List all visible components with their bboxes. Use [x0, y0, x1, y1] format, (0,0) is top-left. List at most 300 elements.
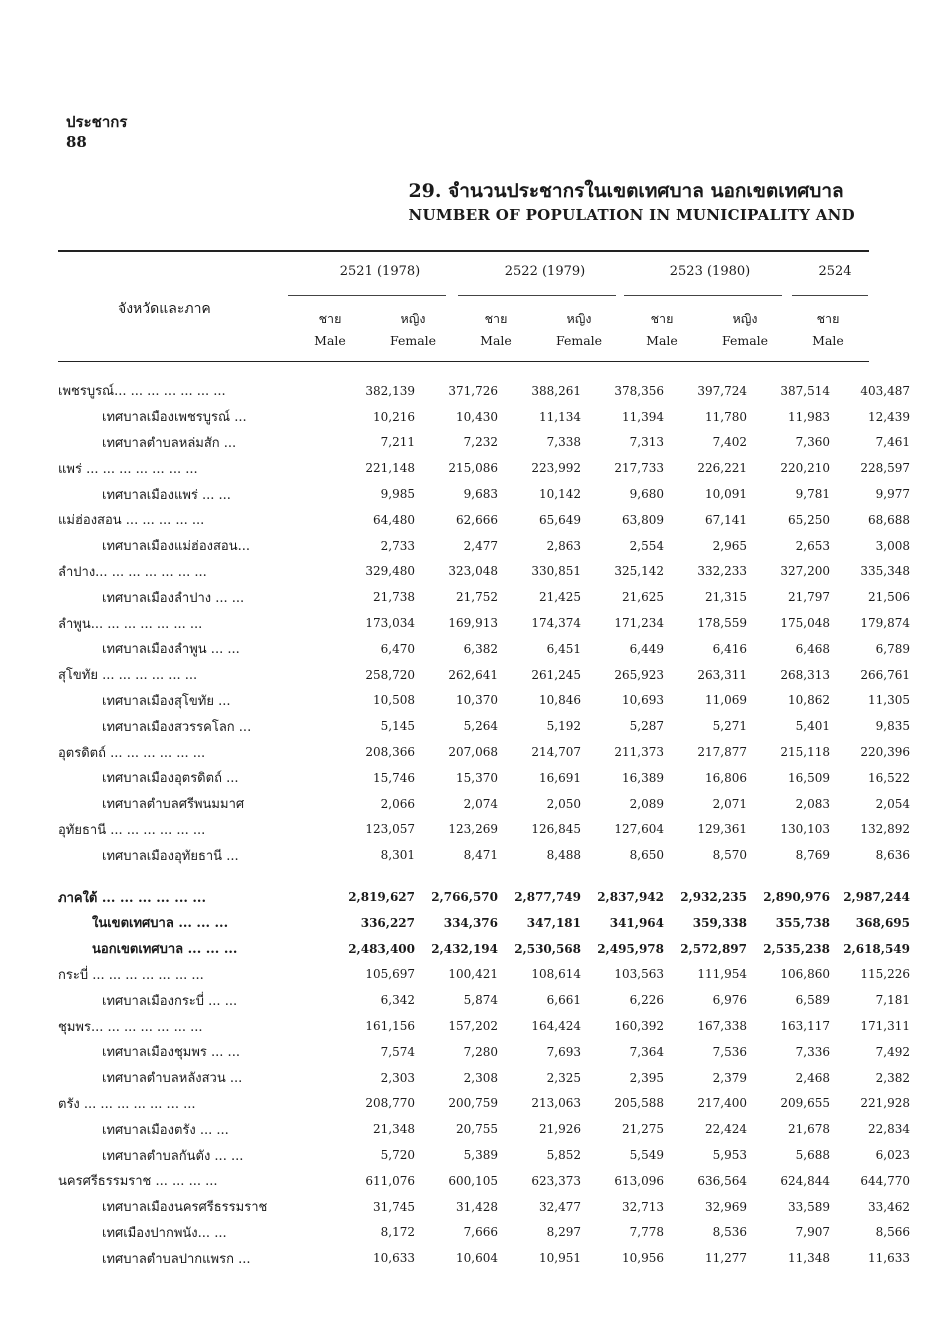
cell-value: 2,066: [380, 796, 415, 811]
row-label: เทศบาลเมืองลำพูน ... ...: [102, 642, 240, 658]
cell-value: 33,462: [868, 1199, 910, 1214]
cell-value: 123,269: [448, 822, 498, 837]
year-rule-2521: [288, 295, 446, 296]
cell-value: 7,666: [463, 1225, 498, 1240]
cell-value: 8,769: [795, 848, 830, 863]
cell-value: 16,806: [705, 770, 747, 785]
cell-value: 215,086: [448, 461, 498, 476]
cell-value: 217,877: [697, 745, 747, 760]
cell-value: 9,985: [380, 487, 415, 502]
cell-value: 2,733: [380, 538, 415, 553]
section-name: ประชากร: [66, 113, 128, 131]
cell-value: 228,597: [860, 461, 910, 476]
col-female-2521: หญิง Female: [389, 311, 437, 348]
cell-value: 2,308: [463, 1070, 498, 1085]
cell-value: 164,424: [531, 1019, 581, 1034]
table-row: [58, 791, 910, 817]
year-2524: 2524: [818, 264, 852, 279]
cell-value: 6,589: [795, 993, 830, 1008]
year-2523: 2523 (1980): [669, 264, 751, 279]
cell-value: [415, 868, 498, 884]
cell-value: 21,315: [705, 590, 747, 605]
cell-value: 205,588: [614, 1096, 664, 1111]
row-label: เทศบาลเมืองสุโขทัย ...: [102, 693, 231, 709]
cell-value: 6,382: [463, 641, 498, 656]
cell-value: 2,837,942: [597, 890, 664, 905]
cell-value: 5,271: [712, 719, 747, 734]
cell-value: 2,054: [875, 796, 910, 811]
table-row: [58, 1013, 910, 1039]
cell-value: 2,382: [875, 1070, 910, 1085]
cell-value: 2,965: [712, 538, 747, 553]
cell-value: 10,951: [539, 1251, 581, 1266]
cell-value: 7,232: [463, 435, 498, 450]
cell-value: 347,181: [526, 915, 581, 930]
row-label: สุโขทัย ... ... ... ... ... ...: [58, 668, 198, 684]
cell-value: [747, 868, 830, 884]
cell-value: 2,089: [629, 796, 664, 811]
cell-value: 127,604: [614, 822, 664, 837]
cell-value: 160,392: [614, 1019, 664, 1034]
cell-value: 2,379: [712, 1070, 747, 1085]
cell-value: 174,374: [531, 616, 581, 631]
cell-value: 21,506: [868, 590, 910, 605]
cell-value: 341,964: [609, 915, 664, 930]
cell-value: 31,428: [456, 1199, 498, 1214]
cell-value: 65,649: [539, 512, 581, 527]
cell-value: 6,470: [380, 641, 415, 656]
cell-value: 2,819,627: [348, 890, 415, 905]
table-row: [58, 936, 910, 962]
cell-value: 403,487: [860, 383, 910, 398]
cell-value: 208,366: [365, 745, 415, 760]
row-label: กระบี่ ... ... ... ... ... ... ...: [58, 967, 204, 983]
table-row: [58, 1168, 910, 1194]
cell-value: 11,633: [868, 1251, 910, 1266]
cell-value: 11,134: [539, 409, 581, 424]
cell-value: 105,697: [365, 967, 415, 982]
row-label: เทศบาลเมืองชุมพร ... ...: [102, 1045, 240, 1061]
cell-value: 10,633: [373, 1251, 415, 1266]
cell-value: 209,655: [780, 1096, 830, 1111]
row-label: เทศบาลตำบลศรีพนมมาศ: [102, 797, 245, 813]
cell-value: 6,451: [546, 641, 581, 656]
cell-value: 31,745: [373, 1199, 415, 1214]
cell-value: 371,726: [448, 383, 498, 398]
cell-value: 266,761: [860, 667, 910, 682]
cell-value: 103,563: [614, 967, 664, 982]
cell-value: 7,574: [380, 1044, 415, 1059]
top-rule: [58, 250, 869, 252]
cell-value: 178,559: [697, 616, 747, 631]
table-row: [58, 713, 910, 739]
cell-value: 6,661: [546, 993, 581, 1008]
row-label: ภาคใต้ ... ... ... ... ... ...: [58, 890, 206, 906]
table-row: [58, 404, 910, 430]
row-label: เทศบาลตำบลปากแพรก ...: [102, 1251, 251, 1267]
cell-value: 16,522: [868, 770, 910, 785]
cell-value: 2,987,244: [843, 890, 910, 905]
year-2521: 2521 (1978): [339, 264, 421, 279]
cell-value: 8,297: [546, 1225, 581, 1240]
cell-value: 10,142: [539, 487, 581, 502]
cell-value: 3,008: [875, 538, 910, 553]
table-title: [408, 178, 855, 226]
cell-value: 21,425: [539, 590, 581, 605]
cell-value: 10,508: [373, 693, 415, 708]
cell-value: 171,311: [860, 1019, 910, 1034]
cell-value: 7,211: [380, 435, 415, 450]
cell-value: 11,305: [868, 693, 910, 708]
row-label: อุทัยธานี ... ... ... ... ... ...: [58, 822, 206, 838]
cell-value: 123,057: [365, 822, 415, 837]
cell-value: 8,636: [875, 848, 910, 863]
table-row: [58, 662, 910, 688]
cell-value: 388,261: [531, 383, 581, 398]
row-label: แพร่ ... ... ... ... ... ... ...: [58, 461, 198, 477]
table-row: [58, 688, 910, 714]
cell-value: 7,693: [546, 1044, 581, 1059]
cell-value: 5,720: [380, 1148, 415, 1162]
cell-value: 2,877,749: [514, 890, 581, 905]
cell-value: 2,572,897: [680, 941, 747, 956]
cell-value: 2,530,568: [514, 941, 581, 956]
cell-value: 220,210: [780, 461, 830, 476]
row-label: แม่ฮ่องสอน ... ... ... ... ...: [58, 513, 205, 529]
cell-value: 7,461: [875, 435, 910, 450]
cell-value: 265,923: [614, 667, 664, 682]
cell-value: 2,325: [546, 1070, 581, 1085]
table-row: [58, 1245, 910, 1271]
cell-value: 22,834: [868, 1122, 910, 1137]
table-row: [58, 584, 910, 610]
cell-value: 5,953: [712, 1148, 747, 1162]
cell-value: 636,564: [697, 1173, 747, 1188]
cell-value: 5,852: [546, 1148, 581, 1162]
cell-value: 623,373: [531, 1173, 581, 1188]
cell-value: 15,370: [456, 770, 498, 785]
cell-value: 11,069: [705, 693, 747, 708]
cell-value: 7,338: [546, 435, 581, 450]
year-rule-2524: [792, 295, 868, 296]
cell-value: 2,468: [795, 1070, 830, 1085]
table-row: [58, 455, 910, 481]
year-rule-2523: [624, 295, 782, 296]
row-label: นอกเขตเทศบาล ... ... ...: [92, 942, 238, 958]
cell-value: 64,480: [373, 512, 415, 527]
page-header: [66, 112, 127, 152]
cell-value: 11,983: [788, 409, 830, 424]
cell-value: 2,766,570: [431, 890, 498, 905]
table-row: [58, 739, 910, 765]
col-female-2523: หญิง Female: [721, 311, 769, 348]
cell-value: 10,846: [539, 693, 581, 708]
table-row: [58, 765, 910, 791]
row-label: ชุมพร... ... ... ... ... ... ...: [58, 1019, 203, 1035]
cell-value: 323,048: [448, 564, 498, 579]
cell-value: 221,148: [365, 461, 415, 476]
row-label: เพชรบูรณ์... ... ... ... ... ... ...: [58, 384, 226, 400]
cell-value: 6,789: [875, 641, 910, 656]
cell-value: 5,688: [795, 1148, 830, 1162]
cell-value: 5,287: [629, 719, 664, 734]
cell-value: 32,713: [622, 1199, 664, 1214]
cell-value: 132,892: [860, 822, 910, 837]
col-male-2522: ชาย Male: [480, 311, 512, 348]
cell-value: [830, 868, 910, 884]
table-row: [58, 1194, 910, 1220]
cell-value: 2,863: [546, 538, 581, 553]
cell-value: 355,738: [775, 915, 830, 930]
cell-value: 65,250: [788, 512, 830, 527]
cell-value: 7,360: [795, 435, 830, 450]
cell-value: 7,336: [795, 1044, 830, 1059]
row-label: เทศบาลเมืองลำปาง ... ...: [102, 590, 245, 606]
row-label: อุตรดิตถ์ ... ... ... ... ... ...: [58, 745, 206, 761]
cell-value: 263,311: [697, 667, 747, 682]
col-male-2521: ชาย Male: [314, 311, 346, 348]
table-row: [58, 559, 910, 585]
cell-value: [664, 868, 747, 884]
cell-value: 261,245: [531, 667, 581, 682]
cell-value: 221,928: [860, 1096, 910, 1111]
cell-value: 220,396: [860, 745, 910, 760]
cell-value: 15,746: [373, 770, 415, 785]
cell-value: 217,400: [697, 1096, 747, 1111]
cell-value: 207,068: [448, 745, 498, 760]
cell-value: 2,303: [380, 1070, 415, 1085]
cell-value: 32,969: [705, 1199, 747, 1214]
cell-value: 8,172: [380, 1225, 415, 1240]
cell-value: 7,181: [875, 993, 910, 1008]
cell-value: 223,992: [531, 461, 581, 476]
table-row: [58, 962, 910, 988]
cell-value: 2,932,235: [680, 890, 747, 905]
cell-value: 213,063: [531, 1096, 581, 1111]
row-label: เทศบาลเมืองสวรรคโลก ...: [102, 719, 252, 735]
cell-value: 130,103: [780, 822, 830, 837]
col-male-2524: ชาย Male: [812, 311, 844, 348]
cell-value: 2,535,238: [763, 941, 830, 956]
cell-value: 611,076: [365, 1173, 415, 1188]
table-row: [58, 378, 910, 404]
row-label: ลำพูน... ... ... ... ... ... ...: [58, 616, 203, 632]
cell-value: 5,145: [380, 719, 415, 734]
cell-value: 173,034: [365, 616, 415, 631]
cell-value: 108,614: [531, 967, 581, 982]
cell-value: 2,432,194: [431, 941, 498, 956]
cell-value: 5,389: [463, 1148, 498, 1162]
row-label: [58, 868, 332, 884]
cell-value: 11,348: [788, 1251, 830, 1266]
cell-value: 9,835: [875, 719, 910, 734]
cell-value: 63,809: [622, 512, 664, 527]
cell-value: 10,216: [373, 409, 415, 424]
cell-value: 624,844: [780, 1173, 830, 1188]
cell-value: 33,589: [788, 1199, 830, 1214]
cell-value: 21,625: [622, 590, 664, 605]
cell-value: 6,976: [712, 993, 747, 1008]
row-label: เทศบาลเมืองอุตรดิตถ์ ...: [102, 771, 239, 787]
cell-value: 10,693: [622, 693, 664, 708]
cell-value: 161,156: [365, 1019, 415, 1034]
cell-value: 169,913: [448, 616, 498, 631]
cell-value: 200,759: [448, 1096, 498, 1111]
cell-value: 8,650: [629, 848, 664, 863]
cell-value: 2,890,976: [763, 890, 830, 905]
cell-value: 7,907: [795, 1225, 830, 1240]
row-label: เทศบาลเมืองเพชรบูรณ์ ...: [102, 410, 247, 426]
cell-value: 325,142: [614, 564, 664, 579]
row-label: เทศบาลเมืองอุทัยธานี ...: [102, 848, 239, 864]
table-row: [58, 910, 910, 936]
cell-value: 16,691: [539, 770, 581, 785]
table-row: [58, 430, 910, 456]
cell-value: 258,720: [365, 667, 415, 682]
cell-value: 157,202: [448, 1019, 498, 1034]
year-2522: 2522 (1979): [504, 264, 586, 279]
cell-value: 6,468: [795, 641, 830, 656]
cell-value: 2,618,549: [843, 941, 910, 956]
cell-value: 397,724: [697, 383, 747, 398]
cell-value: 10,370: [456, 693, 498, 708]
cell-value: 171,234: [614, 616, 664, 631]
cell-value: 20,755: [456, 1122, 498, 1137]
cell-value: 21,797: [788, 590, 830, 605]
cell-value: 329,480: [365, 564, 415, 579]
cell-value: 2,653: [795, 538, 830, 553]
row-label: ตรัง ... ... ... ... ... ... ...: [58, 1096, 196, 1112]
cell-value: 21,752: [456, 590, 498, 605]
cell-value: 163,117: [780, 1019, 830, 1034]
row-label: ในเขตเทศบาล ... ... ...: [92, 916, 229, 932]
table-row: [58, 533, 910, 559]
cell-value: 12,439: [868, 409, 910, 424]
cell-value: 334,376: [443, 915, 498, 930]
cell-value: 2,495,978: [597, 941, 664, 956]
cell-value: 644,770: [860, 1173, 910, 1188]
cell-value: 9,680: [629, 487, 664, 502]
col-male-2523: ชาย Male: [646, 311, 678, 348]
row-label: ลำปาง... ... ... ... ... ... ...: [58, 564, 207, 580]
row-label: เทศบาลเมืองตรัง ... ...: [102, 1122, 229, 1138]
row-label: นครศรีธรรมราช ... ... ... ...: [58, 1174, 218, 1190]
year-rule-2522: [458, 295, 616, 296]
row-label: เทศบาลเมืองแพร่ ... ...: [102, 487, 231, 503]
table-row: [58, 817, 910, 843]
table-row: [58, 842, 910, 868]
table-row: [58, 636, 910, 662]
cell-value: 2,477: [463, 538, 498, 553]
cell-value: 175,048: [780, 616, 830, 631]
cell-value: 16,509: [788, 770, 830, 785]
cell-value: 600,105: [448, 1173, 498, 1188]
cell-value: 68,688: [868, 512, 910, 527]
table-row: [58, 987, 910, 1013]
row-label: เทศบาลเมืองแม่ฮ่องสอน...: [102, 539, 251, 555]
cell-value: 9,683: [463, 487, 498, 502]
cell-value: 7,313: [629, 435, 664, 450]
row-label: เทศบาลเมืองนครศรีธรรมราช: [102, 1200, 268, 1216]
cell-value: 21,738: [373, 590, 415, 605]
title-english: NUMBER OF POPULATION IN MUNICIPALITY AND: [408, 206, 855, 224]
cell-value: 32,477: [539, 1199, 581, 1214]
cell-value: 262,641: [448, 667, 498, 682]
row-label: เทศบาลตำบลหล่มสัก ...: [102, 435, 237, 451]
cell-value: 215,118: [780, 745, 830, 760]
cell-value: 10,956: [622, 1251, 664, 1266]
stub-header: จังหวัดและภาค: [118, 301, 211, 317]
cell-value: 6,449: [629, 641, 664, 656]
row-label: เทศเมืองปากพนัง... ...: [102, 1225, 227, 1241]
cell-value: 6,226: [629, 993, 664, 1008]
cell-value: 5,401: [795, 719, 830, 734]
row-label: เทศบาลตำบลหลังสวน ...: [102, 1071, 243, 1087]
cell-value: 111,954: [697, 967, 747, 982]
cell-value: 10,430: [456, 409, 498, 424]
cell-value: 9,781: [795, 487, 830, 502]
cell-value: 8,570: [712, 848, 747, 863]
cell-value: 332,233: [697, 564, 747, 579]
cell-value: 126,845: [531, 822, 581, 837]
row-label: เทศบาลเมืองกระบี่ ... ...: [102, 993, 238, 1009]
cell-value: 115,226: [860, 967, 910, 982]
cell-value: 5,192: [546, 719, 581, 734]
cell-value: 359,338: [692, 915, 747, 930]
cell-value: 100,421: [448, 967, 498, 982]
cell-value: 8,488: [546, 848, 581, 863]
cell-value: 21,678: [788, 1122, 830, 1137]
cell-value: 10,091: [705, 487, 747, 502]
page-number: 88: [66, 133, 87, 151]
cell-value: 7,492: [875, 1044, 910, 1059]
cell-value: 268,313: [780, 667, 830, 682]
cell-value: 327,200: [780, 564, 830, 579]
cell-value: 21,348: [373, 1122, 415, 1137]
cell-value: 11,394: [622, 409, 664, 424]
cell-value: 211,373: [614, 745, 664, 760]
cell-value: 6,342: [380, 993, 415, 1008]
cell-value: 21,926: [539, 1122, 581, 1137]
row-label: เทศบาลตำบลกันตัง ... ...: [102, 1148, 244, 1164]
cell-value: 2,483,400: [348, 941, 415, 956]
cell-value: 208,770: [365, 1096, 415, 1111]
table-row: [58, 1142, 910, 1168]
cell-value: 6,416: [712, 641, 747, 656]
cell-value: 16,389: [622, 770, 664, 785]
cell-value: 7,536: [712, 1044, 747, 1059]
table-row: [58, 610, 910, 636]
cell-value: [332, 868, 415, 884]
cell-value: 2,554: [629, 538, 664, 553]
table-row: [58, 868, 910, 884]
cell-value: 387,514: [780, 383, 830, 398]
col-female-2522: หญิง Female: [555, 311, 603, 348]
cell-value: 106,860: [780, 967, 830, 982]
cell-value: 378,356: [614, 383, 664, 398]
cell-value: 5,264: [463, 719, 498, 734]
cell-value: 8,471: [463, 848, 498, 863]
cell-value: 330,851: [531, 564, 581, 579]
cell-value: 2,074: [463, 796, 498, 811]
cell-value: 10,604: [456, 1251, 498, 1266]
table-row: [58, 1065, 910, 1091]
cell-value: 613,096: [614, 1173, 664, 1188]
cell-value: 2,395: [629, 1070, 664, 1085]
cell-value: 382,139: [365, 383, 415, 398]
cell-value: 167,338: [697, 1019, 747, 1034]
table-row: [58, 481, 910, 507]
